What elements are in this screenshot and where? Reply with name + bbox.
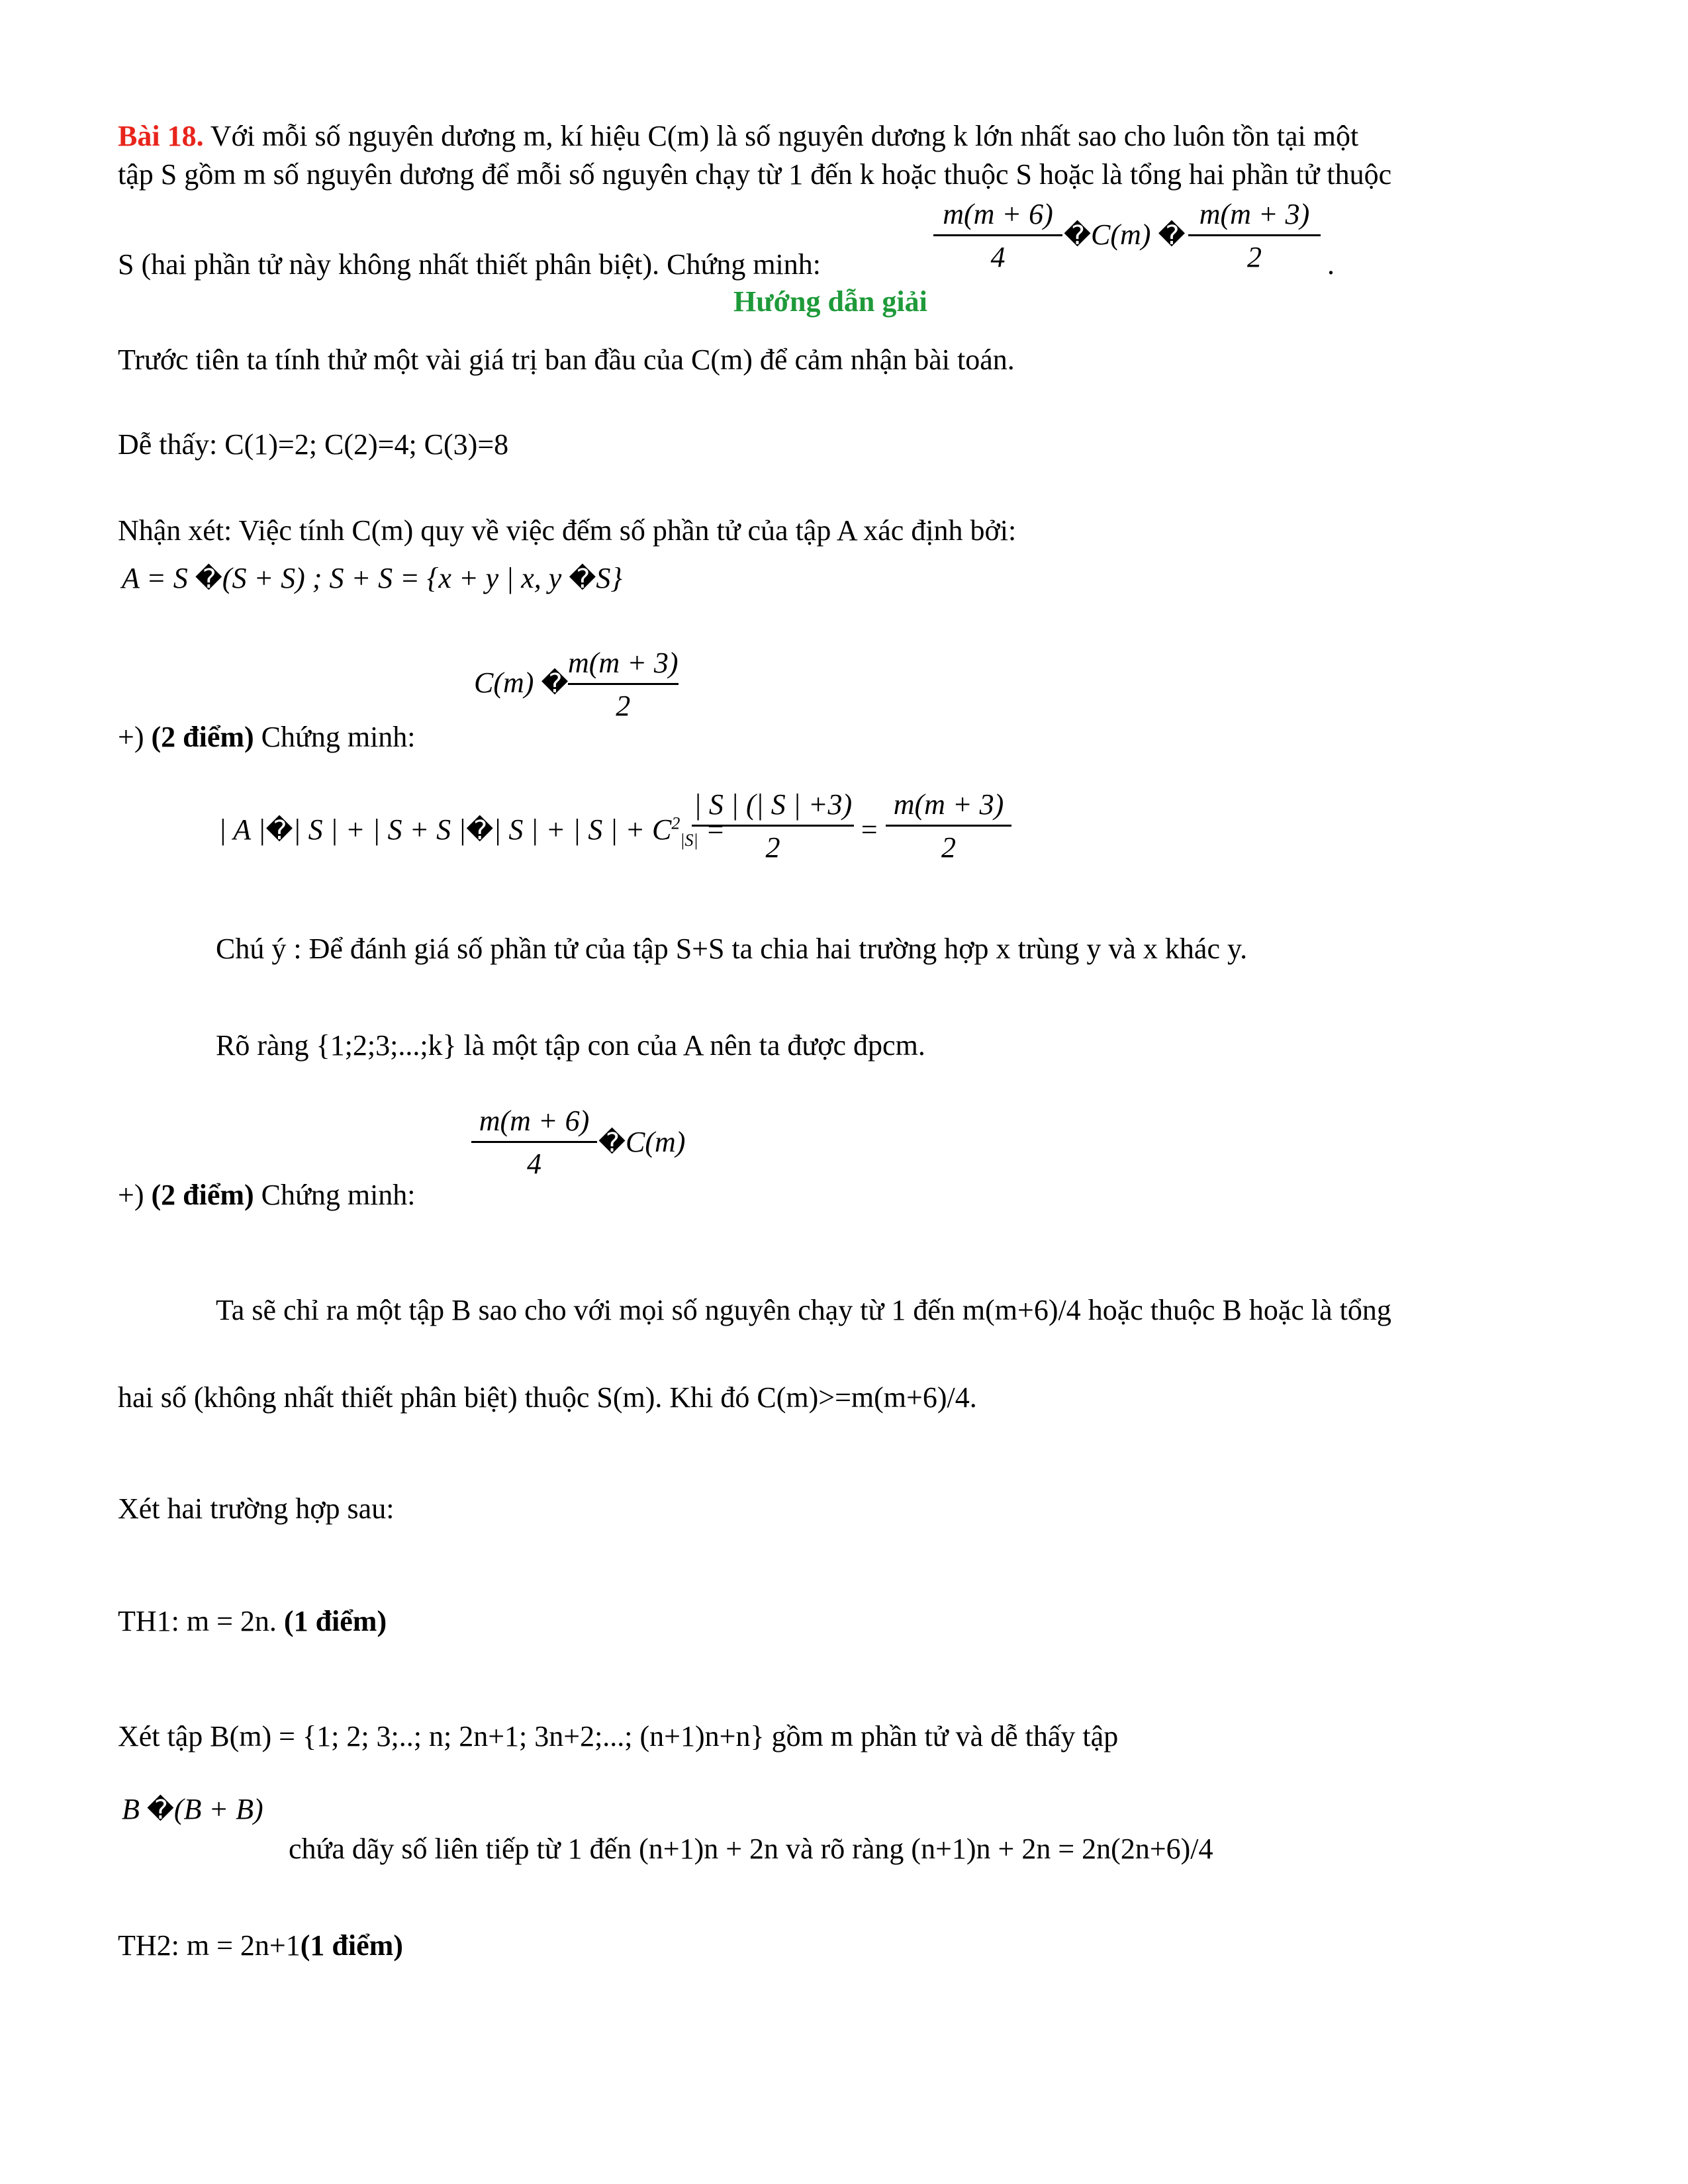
- case-1: TH1: m = 2n. (1 điểm): [118, 1605, 387, 1637]
- problem-line-3: S (hai phần tử này không nhất thiết phân biệt). Chứng minh:: [118, 248, 821, 281]
- part1-inequality: | A |�| S | + | S + S |�| S | + | S | + $C^2_{|S|}$ =: [218, 813, 726, 850]
- set-b-description: Xét tập B(m) = {1; 2; 3;..; n; 2n+1; 3n+2;...; (n+1)n+n} gồm m phần tử và dễ thấy tập: [118, 1720, 1119, 1752]
- part1-fraction: m(m + 3) 2: [568, 647, 679, 722]
- cases-intro: Xét hai trường hợp sau:: [118, 1492, 395, 1525]
- solution-heading: Hướng dẫn giải: [733, 285, 927, 318]
- problem-line-2: tập S gồm m số nguyên dương để mỗi số nguyên chạy từ 1 đến k hoặc thuộc S hoặc là tổng hai phần tử thuộc: [118, 158, 1392, 191]
- inequality-frac-2: m(m + 3) 2: [886, 790, 1011, 862]
- part1-cm: C(m) �: [474, 666, 569, 699]
- inequality-frac-1: | S | (| S | +3) 2: [692, 790, 854, 862]
- part2-fraction: m(m + 6) 4: [471, 1107, 597, 1179]
- fraction-mm3-over-2: m(m + 3) 2: [1188, 200, 1321, 272]
- remark-text: Nhận xét: Việc tính C(m) quy về việc đếm số phần tử của tập A xác định bởi:: [118, 514, 1017, 547]
- part1-note: Chú ý : Để đánh giá số phần tử của tập S+S ta chia hai trường hợp x trùng y và x khác y.: [216, 933, 1248, 965]
- intro-text: Trước tiên ta tính thử một vài giá trị ban đầu của C(m) để cảm nhận bài toán.: [118, 343, 1015, 376]
- b-contains-text: chứa dãy số liên tiếp từ 1 đến (n+1)n + 2n và rõ ràng (n+1)n + 2n = 2n(2n+6)/4: [289, 1833, 1213, 1865]
- part2-cm: �C(m): [598, 1126, 686, 1158]
- b-formula: B �(B + B): [122, 1793, 263, 1825]
- statement-period: .: [1327, 248, 1335, 281]
- case-2: TH2: m = 2n+1(1 điểm): [118, 1929, 403, 1962]
- part2-heading: +) (2 điểm) Chứng minh:: [118, 1179, 416, 1211]
- easy-values: Dễ thấy: C(1)=2; C(2)=4; C(3)=8: [118, 428, 509, 461]
- inequality-eq: =: [859, 813, 879, 846]
- problem-line-1: Bài 18. Với mỗi số nguyên dương m, kí hiệu C(m) là số nguyên dương k lớn nhất sao cho luôn tồn tại một: [118, 120, 1359, 152]
- part2-paragraph-1: Ta sẽ chỉ ra một tập B sao cho với mọi số nguyên chạy từ 1 đến m(m+6)/4 hoặc thuộc B hoặc là tổng: [216, 1294, 1391, 1326]
- part1-heading: +) (2 điểm) Chứng minh:: [118, 721, 416, 753]
- statement-cm: �C(m) �: [1064, 218, 1186, 251]
- problem-label: Bài 18.: [118, 120, 204, 152]
- fraction-mm6-over-4: m(m + 6) 4: [933, 200, 1062, 272]
- part1-clear: Rõ ràng {1;2;3;...;k} là một tập con của A nên ta được đpcm.: [216, 1029, 925, 1062]
- set-definition: A = S �(S + S) ; S + S = {x + y | x, y �S}: [122, 562, 622, 594]
- part2-paragraph-2: hai số (không nhất thiết phân biệt) thuộc S(m). Khi đó C(m)>=m(m+6)/4.: [118, 1381, 977, 1414]
